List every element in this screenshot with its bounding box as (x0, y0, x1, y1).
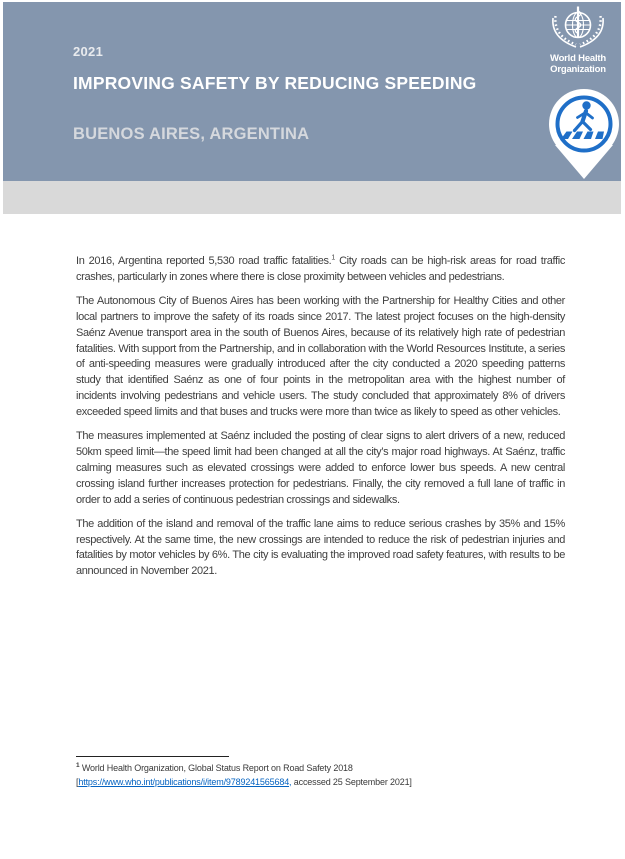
page-title: IMPROVING SAFETY BY REDUCING SPEEDING (73, 73, 477, 93)
footnote-divider (76, 756, 229, 757)
footnote-access-date: accessed 25 September 2021] (291, 776, 412, 787)
who-logo-line1: World Health (549, 53, 606, 64)
footnote (76, 756, 565, 789)
footnote-citation: World Health Organization, Global Status Report on Road Safety 2018 (79, 763, 353, 773)
paragraph-4: The addition of the island and removal of the traffic lane aims to reduce serious crashes by 35% and 15% respectively. At the same time, the new crossings are intended to reduce the risk of pedestrian injuries and fatalities by motor vehicles by 6%. The city is evaluating the improved road safety features, with results to be announced in November 2021. (76, 517, 565, 578)
who-emblem-icon (543, 6, 613, 52)
footnote-bracket: [ (76, 776, 79, 787)
paragraph-1-text-cont: City roads can be high-risk areas for road traffic crashes, particularly in zones where there is close proximity between vehicles and pedestrians. (76, 255, 565, 283)
footnote-link-line (76, 776, 565, 790)
paragraph-1-text: In 2016, Argentina reported 5,530 road traffic fatalities. (76, 255, 332, 267)
sub-band (3, 181, 621, 214)
body-content (76, 254, 565, 588)
paragraph-2: The Autonomous City of Buenos Aires has been working with the Partnership for Healthy Cities and other local partners to improve the safety of its roads since 2017. The latest project focuses on the high-density Saénz Avenue transport area in the south of Buenos Aires, because of its relatively high rate of pedestrian fatalities. With support from the Partnership, and in collaboration with the World Resources Institute, a series of anti-speeding measures were gradually introduced after the city conducted a 2020 speeding patterns study that identified Saénz as one of four points in the metropolitan area with the highest number of incidents involving pedestrians and vehicle users. The study concluded that approximately 8% of drivers exceeded speed limits and that buses and trucks were more than twice as likely to speed as other vehicles. (76, 294, 565, 419)
paragraph-3: The measures implemented at Saénz included the posting of clear signs to alert drivers of a new, reduced 50km speed limit—the speed limit had been changed at all the city’s major road highways. At Saénz, traffic calming measures such as elevated crossings were added to enforce lower bus speeds. A new central crossing island further increases protection for pedestrians. Finally, the city removed a full lane of traffic in order to add a series of continuous pedestrian crossings and sidewalks. (76, 430, 565, 506)
page-subtitle: BUENOS AIRES, ARGENTINA (73, 125, 310, 143)
who-logo-line2: Organization (550, 63, 606, 75)
footnote-number: 1 (76, 762, 80, 769)
report-year: 2021 (73, 44, 104, 59)
footnote-link[interactable]: https://www.who.int/publications/i/item/9789241565684, (78, 776, 292, 787)
paragraph-1 (76, 254, 565, 286)
footnote-citation-line (76, 762, 565, 776)
pedestrian-crossing-pin-icon (546, 88, 622, 180)
footnote-marker: 1 (331, 254, 335, 262)
who-logo (543, 6, 613, 75)
